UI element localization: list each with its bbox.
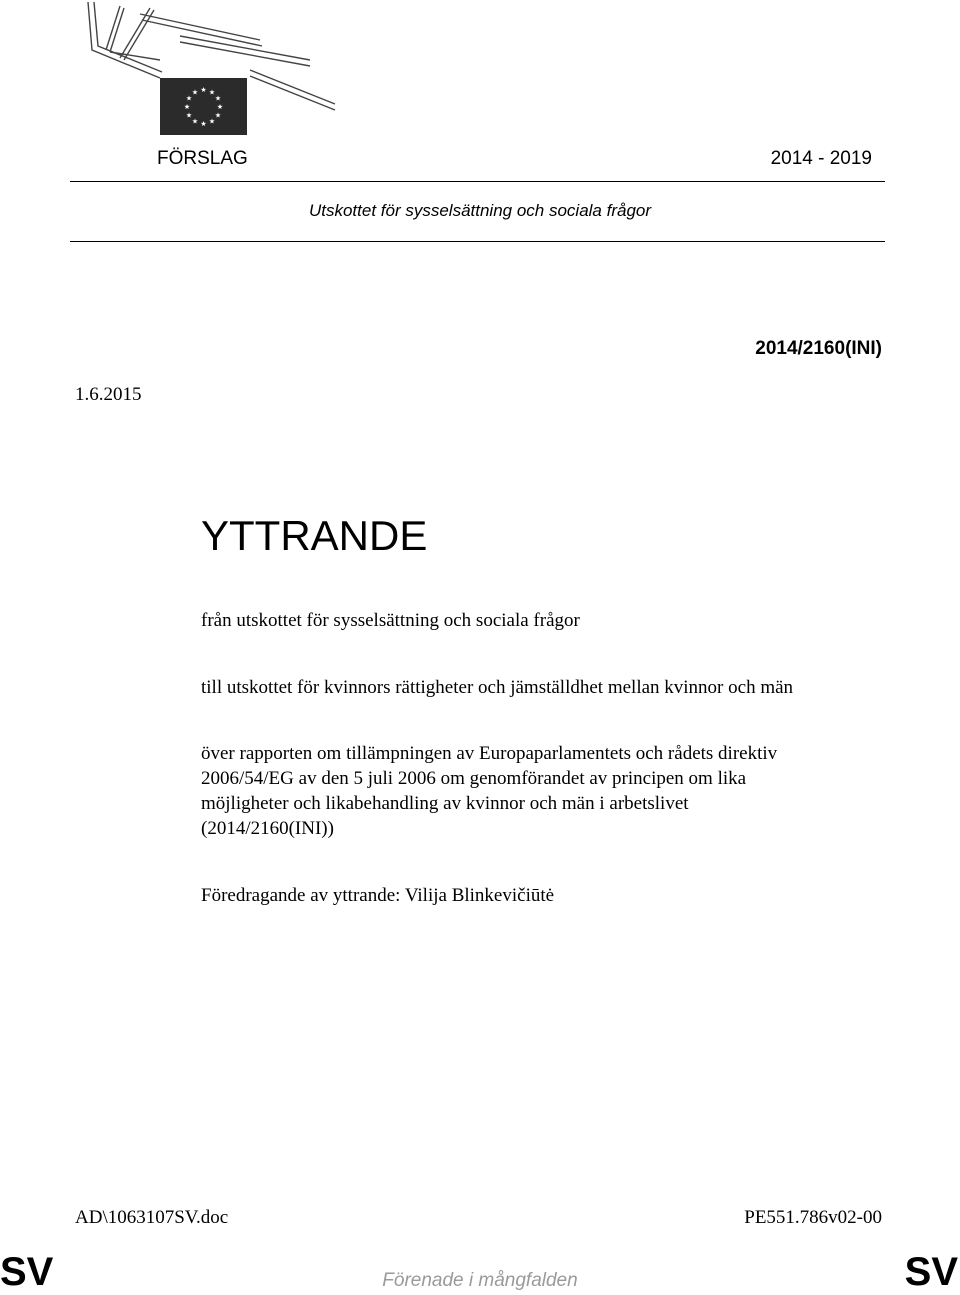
svg-text:★: ★ xyxy=(208,117,216,126)
svg-text:★: ★ xyxy=(216,103,224,111)
from-committee: från utskottet för sysselsättning och sociala frågor xyxy=(201,610,580,631)
footer-document-reference: AD\1063107SV.doc xyxy=(75,1207,229,1228)
svg-text:★: ★ xyxy=(214,111,222,120)
subject-line: 2006/54/EG av den 5 juli 2006 om genomförandet av principen om lika xyxy=(201,768,747,789)
document-type-title: YTTRANDE xyxy=(201,512,428,559)
language-code-right: SV xyxy=(904,1250,958,1294)
header-label: FÖRSLAG xyxy=(157,148,248,169)
svg-text:★: ★ xyxy=(208,88,216,97)
committee-divider xyxy=(70,241,885,242)
parliamentary-term: 2014 - 2019 xyxy=(770,148,872,169)
procedure-reference: 2014/2160(INI) xyxy=(755,338,882,359)
footer-pe-reference: PE551.786v02-00 xyxy=(744,1207,882,1228)
rapporteur: Föredragande av yttrande: Vilija Blinkevičiūtė xyxy=(201,885,555,906)
svg-text:★: ★ xyxy=(214,94,222,103)
svg-text:★: ★ xyxy=(183,103,191,111)
svg-text:★: ★ xyxy=(191,88,199,97)
subject-paragraph xyxy=(201,741,901,841)
eu-motto: Förenade i mångfalden xyxy=(382,1270,578,1291)
subject-line: möjligheter och likabehandling av kvinnor och män i arbetslivet xyxy=(201,793,689,814)
subject-line: (2014/2160(INI)) xyxy=(201,818,334,839)
european-parliament-logo-icon xyxy=(80,0,350,140)
header-divider xyxy=(70,181,885,182)
svg-text:★: ★ xyxy=(185,111,193,120)
committee-name: Utskottet för sysselsättning och sociala frågor xyxy=(308,201,652,220)
svg-text:★: ★ xyxy=(191,117,199,126)
subject-line: över rapporten om tillämpningen av Europaparlamentets och rådets direktiv xyxy=(201,743,778,764)
language-code-left: SV xyxy=(0,1250,54,1294)
svg-text:★: ★ xyxy=(200,86,207,94)
document-date: 1.6.2015 xyxy=(75,384,142,405)
to-committee: till utskottet för kvinnors rättigheter och jämställdhet mellan kvinnor och män xyxy=(201,677,794,698)
svg-text:★: ★ xyxy=(185,94,193,103)
svg-text:★: ★ xyxy=(200,120,207,128)
